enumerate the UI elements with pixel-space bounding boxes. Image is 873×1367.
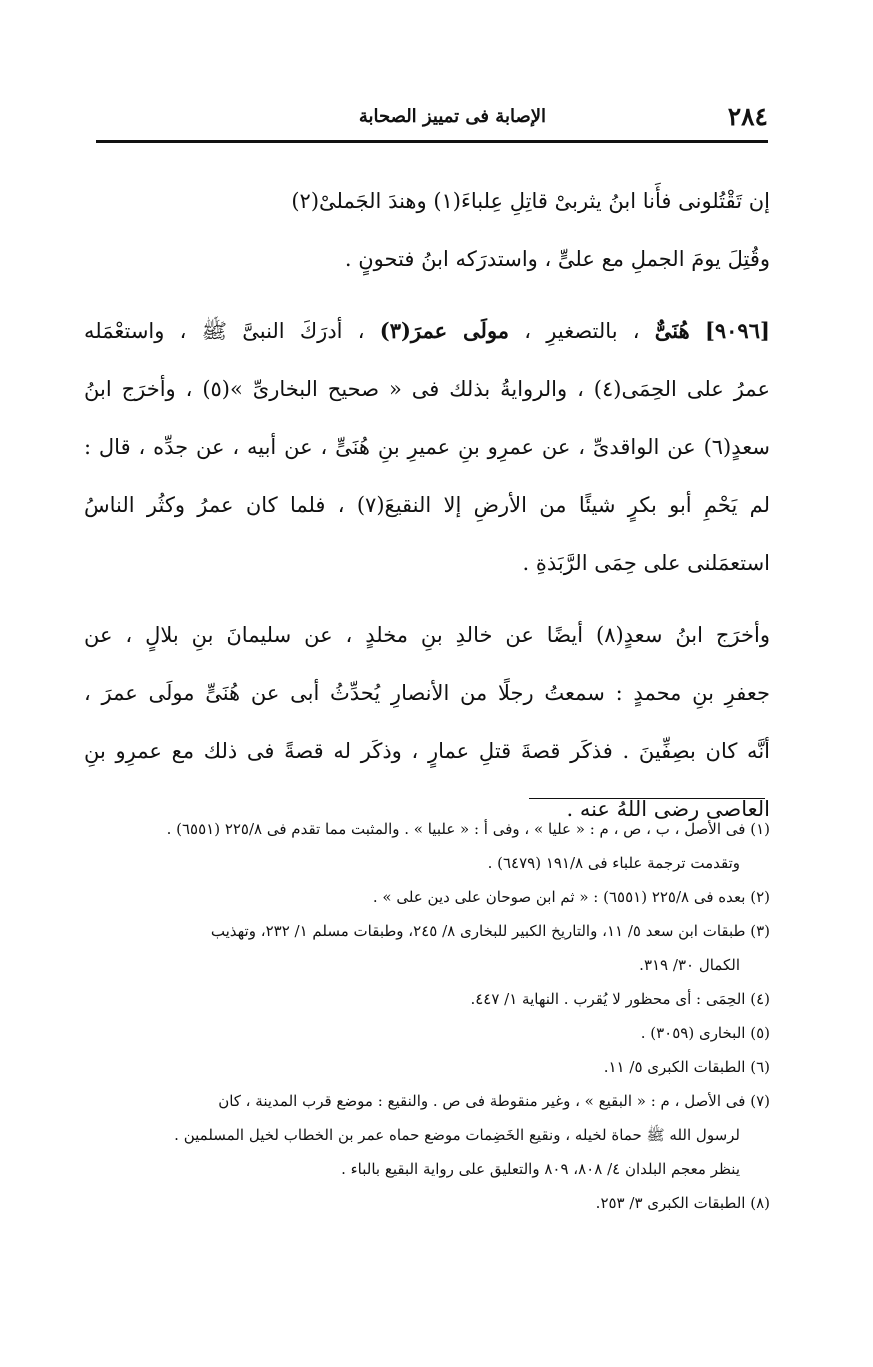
text-line: وقُتِلَ يومَ الجملِ مع علىٍّ ، واستدرَكه ابنُ فتحونٍ . xyxy=(344,247,770,271)
running-title: الإصابة فى تمييز الصحابة xyxy=(358,106,546,127)
entry-note: ، بالتصغيرِ ، xyxy=(524,319,640,343)
footnote-4: (٤) الحِمَى : أى محظور لا يُقرب . النهاية ١/ ٤٤٧. xyxy=(470,990,770,1008)
verse-line: إن تَقْتُلونى فأَنا ابنُ يثربىْ قاتِلِ عِلباءَ(١) وهندَ الجَملىْ(٢) xyxy=(291,189,770,213)
text-line: عمرُ على الحِمَى(٤) ، والروايةُ بذلك فى « صحيح البخارىِّ »(٥) ، وأخرَج ابنُ xyxy=(84,377,770,401)
page-header xyxy=(96,100,768,143)
entry-heading-line xyxy=(84,302,770,360)
main-text xyxy=(84,172,770,838)
text-line: أنَّه كان بصِفِّينَ . فذكَر قصةَ قتلِ عمارٍ ، وذكَر له قصةً فى ذلك مع عمرِو بنِ xyxy=(84,739,770,763)
text-line: العاصى رضى اللهُ عنه . xyxy=(566,797,770,821)
footnote-6: (٦) الطبقات الكبرى ٥/ ١١. xyxy=(603,1058,770,1076)
footnote-3: (٣) طبقات ابن سعد ٥/ ١١، والتاريخ الكبير للبخارى ٨/ ٢٤٥، وطبقات مسلم ١/ ٢٣٢، وتهذيب xyxy=(210,922,770,940)
text-line: جعفرِ بنِ محمدٍ : سمعتُ رجلًا من الأنصارِ يُحدِّثُ أبى عن هُنَىٍّ مولَى عمرَ ، xyxy=(84,681,770,705)
footnote-3-cont: الكمال ٣٠/ ٣١٩. xyxy=(639,956,740,974)
text-line: وأخرَج ابنُ سعدٍ(٨) أيضًا عن خالدِ بنِ مخلدٍ ، عن سليمانَ بنِ بلالٍ ، عن xyxy=(84,623,770,647)
text-line: استعمَلنى على حِمَى الرَّبَذةِ . xyxy=(522,551,770,575)
entry-name: هُنَىٌّ xyxy=(654,318,690,343)
text-line: لم يَحْمِ أبو بكرٍ شيئًا من الأرضِ إلا النقيعَ(٧) ، فلما كان عمرُ وكثُر الناسُ xyxy=(84,493,770,517)
footnote-1-cont: وتقدمت ترجمة علباء فى ١٩١/٨ (٦٤٧٩) . xyxy=(487,854,740,872)
footnote-7: (٧) فى الأصل ، م : « البقيع » ، وغير منقوطة فى ص . والنقيع : موضع قرب المدينة ، كان xyxy=(218,1092,770,1110)
footnotes xyxy=(84,812,770,1220)
footnote-7-cont2: ينظر معجم البلدان ٤/ ٨٠٨، ٨٠٩ والتعليق على رواية البقيع بالباء . xyxy=(341,1160,740,1178)
footnote-1: (١) فى الأصل ، ب ، ص ، م : « عليا » ، وفى أ : « علبيا » . والمثبت مما تقدم فى ٢٢٥/٨ (٦٥٥١) . xyxy=(166,820,770,838)
text-line: سعدٍ(٦) عن الواقدىِّ ، عن عمرِو بنِ عميرِ بنِ هُنَىٍّ ، عن أبيه ، عن جدِّه ، قال : xyxy=(84,435,770,459)
footnote-5: (٥) البخارى (٣٠٥٩) . xyxy=(640,1024,770,1042)
footnote-2: (٢) بعده فى ٢٢٥/٨ (٦٥٥١) : « ثم ابن صوحان على دين على » . xyxy=(372,888,770,906)
page-number: ٢٨٤ xyxy=(727,102,768,131)
entry-patron: مولَى عمرَ(٣) xyxy=(379,318,510,343)
entry-rest: ، أدرَكَ النبىَّ ﷺ ، واستعْمَله xyxy=(84,319,365,343)
footnote-divider xyxy=(529,798,765,799)
entry-number: [٩٠٩٦] xyxy=(704,318,770,343)
footnote-7-cont: لرسول الله ﷺ حماة لخيله ، ونقيع الخَضِمات موضع حماه عمر بن الخطاب لخيل المسلمين . xyxy=(174,1126,740,1144)
footnote-8: (٨) الطبقات الكبرى ٣/ ٢٥٣. xyxy=(595,1194,770,1212)
